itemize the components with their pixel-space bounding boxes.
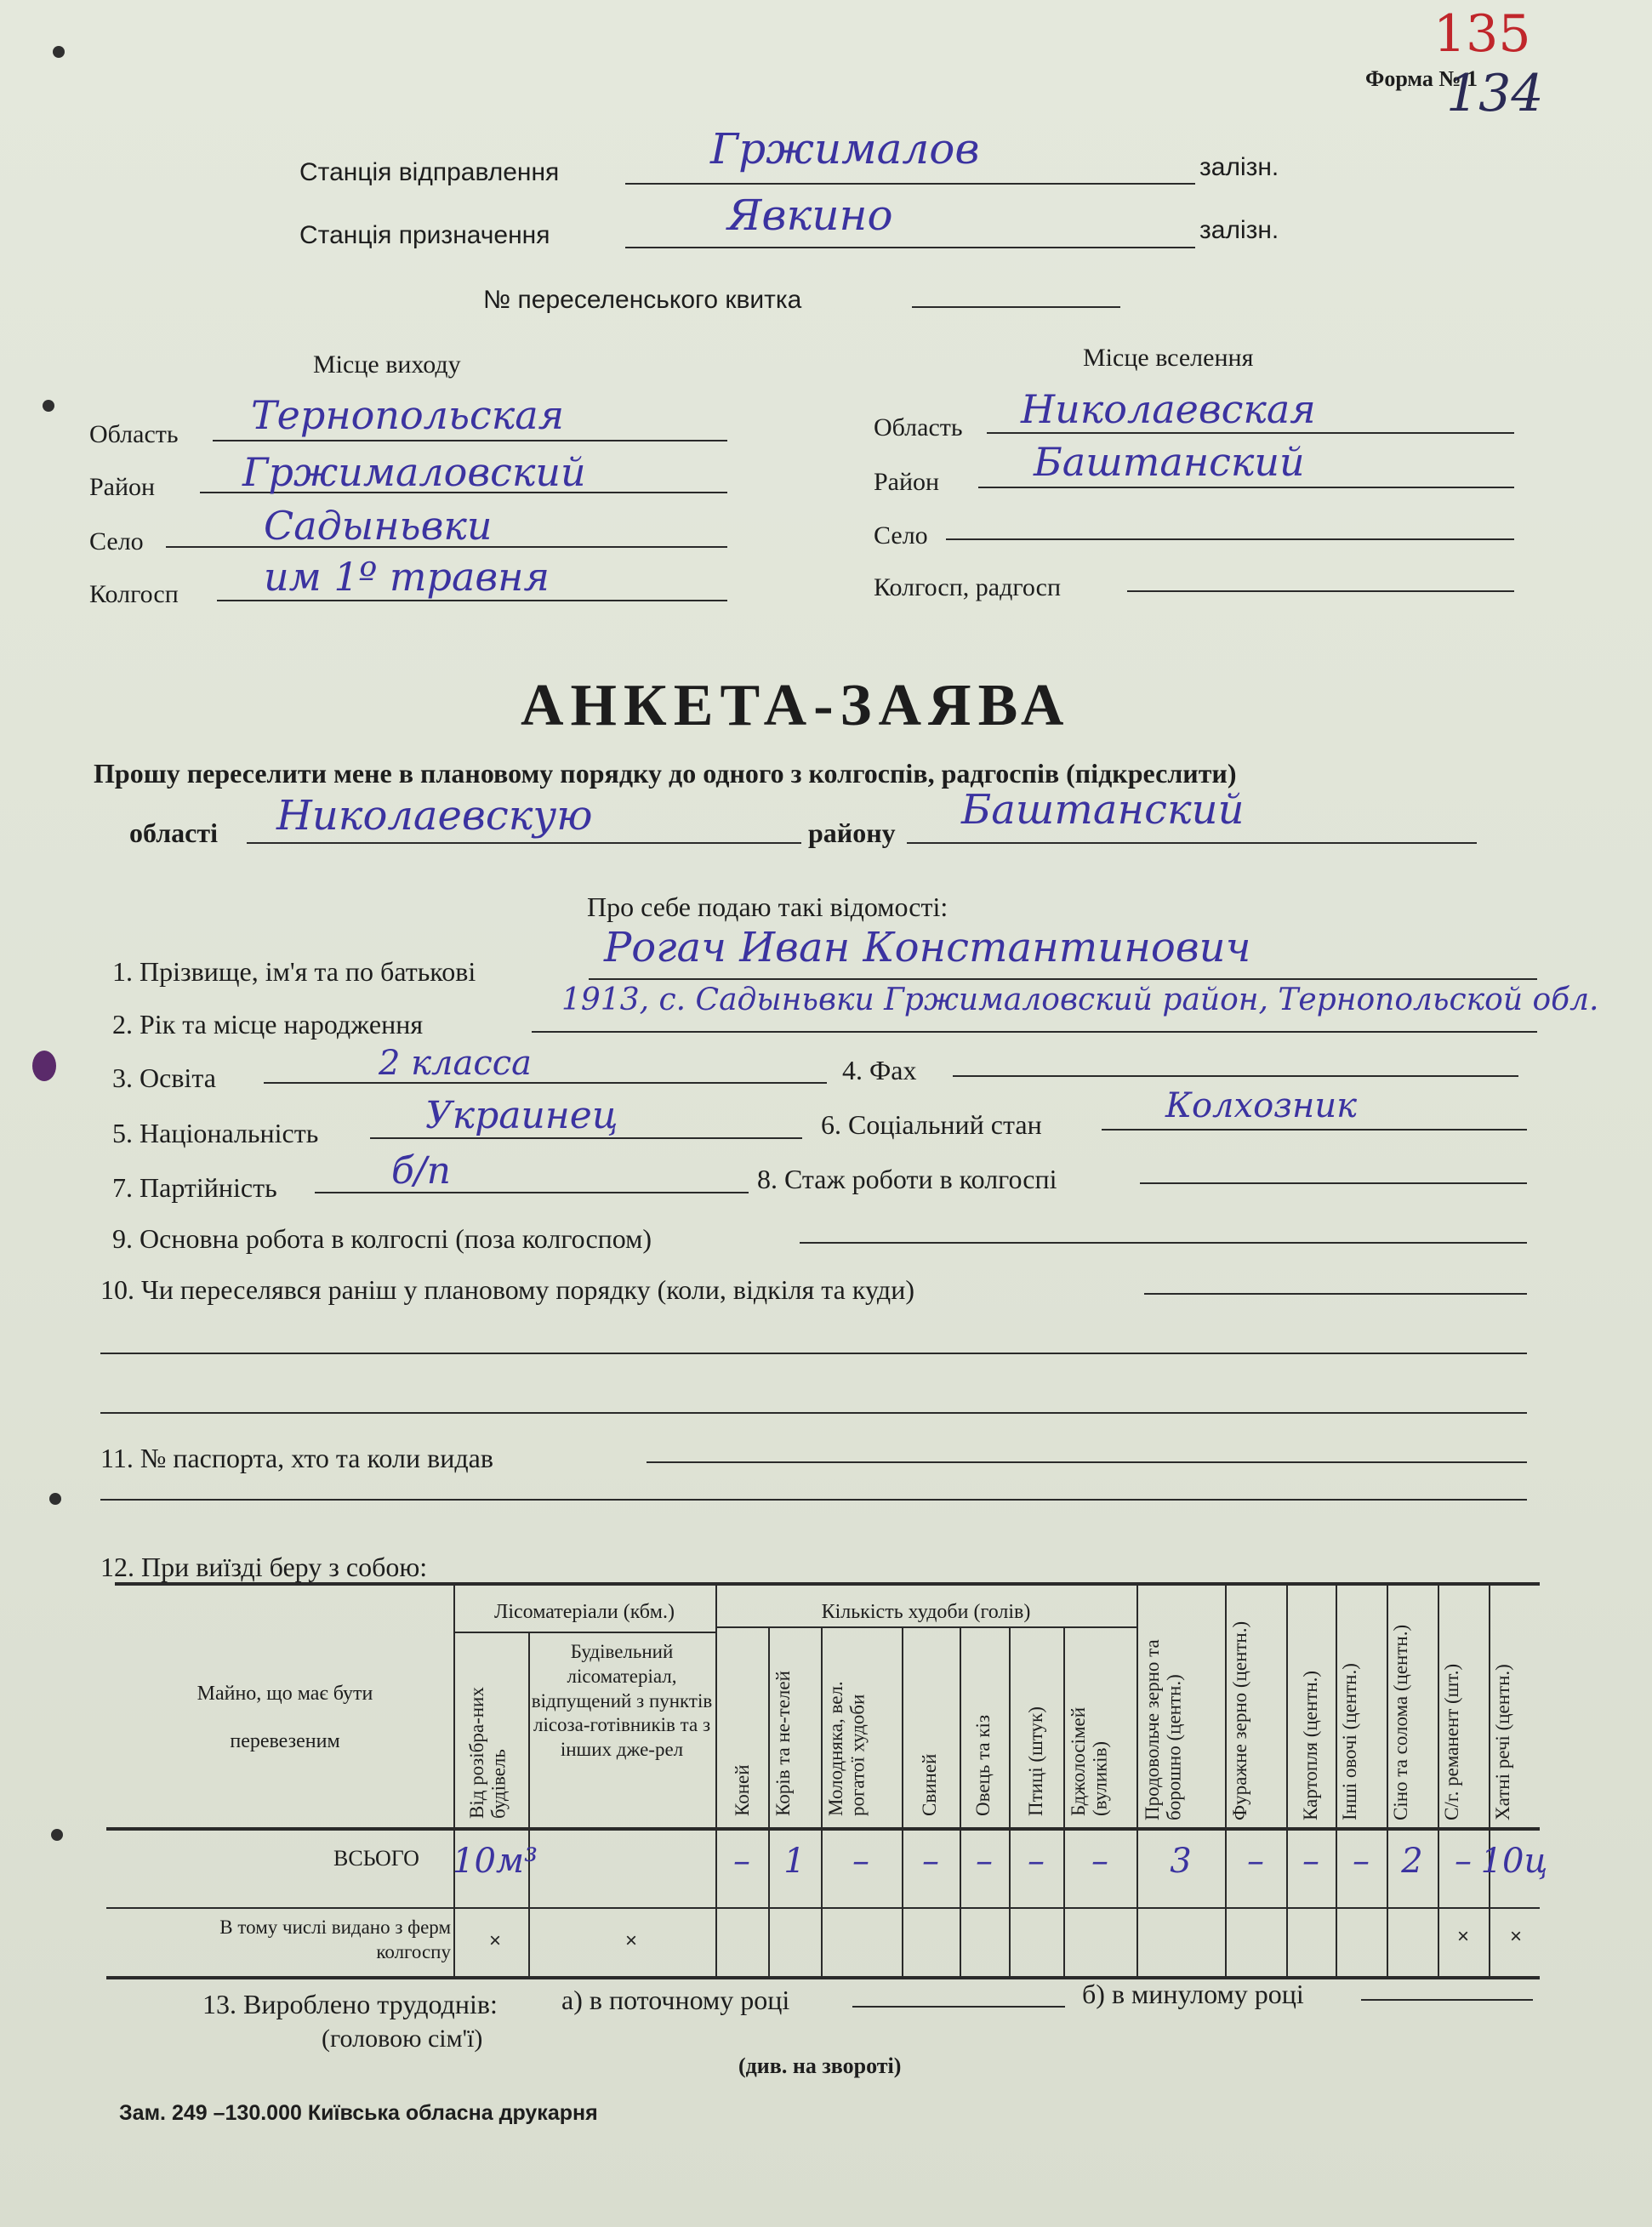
intro-text: Про себе подаю такі відомості: [587, 891, 948, 922]
field-11-label: 11. № паспорта, хто та коли видав [100, 1443, 493, 1473]
settlement-village-label: Село [874, 521, 928, 550]
total-cell[interactable]: 10ц [1480, 1842, 1548, 1881]
request-oblast-value[interactable]: Николаевскую [276, 792, 593, 840]
request-text: Прошу переселити мене в плановому порядку до одного з колгоспів, радгоспів (підкреслити) [94, 758, 1237, 789]
field-1-label: 1. Прізвище, ім'я та по батькові [112, 956, 476, 987]
workdays-previous-line [1361, 1999, 1533, 2001]
total-cell[interactable]: – [922, 1842, 939, 1881]
timber-group-header: Лісоматеріали (кбм.) [494, 1601, 675, 1623]
settlement-region-label: Область [874, 413, 963, 441]
field-11-extra-line [100, 1499, 1527, 1501]
total-cell[interactable]: – [1455, 1842, 1472, 1881]
farm-row-mark: × [625, 1929, 638, 1952]
origin-region-label: Область [89, 420, 179, 448]
origin-region-value[interactable]: Тернопольская [251, 392, 565, 438]
table-header-bottom-border [106, 1827, 1540, 1831]
destination-station-label: Станція призначення [299, 221, 550, 249]
table-column-divider [1387, 1582, 1388, 1976]
total-cell[interactable]: – [976, 1842, 993, 1881]
request-oblast-line [247, 842, 801, 844]
livestock-group-divider [715, 1626, 1136, 1628]
settlement-village-line [946, 538, 1514, 540]
livestock-col-young-cattle: Молодняка, вел. рогатої худоби [825, 1681, 869, 1816]
goods-col-household: Хатні речі (центн.) [1492, 1664, 1513, 1820]
farm-row-mark: × [489, 1929, 502, 1952]
request-rayon-label: району [808, 817, 896, 848]
table-column-divider [1225, 1582, 1227, 1976]
field-6-label: 6. Соціальний стан [821, 1109, 1042, 1140]
goods-col-fodder-grain: Фуражне зерно (центн.) [1229, 1620, 1250, 1820]
settlement-region-value[interactable]: Николаевская [1021, 386, 1316, 432]
request-rayon-line [907, 842, 1477, 844]
field-2-value[interactable]: 1913, с. Садыньвки Гржималовский район, Тернопольской обл. [561, 982, 1599, 1017]
livestock-col-cows: Корів та не-телей [772, 1671, 794, 1816]
settlement-kolkhoz-label: Колгосп, радгосп [874, 573, 1062, 601]
archive-number-previous: 134 [1446, 64, 1544, 123]
origin-kolkhoz-line [217, 600, 727, 601]
departure-station-line [625, 183, 1195, 185]
field-4-label: 4. Фах [842, 1055, 917, 1085]
settlement-district-line [978, 487, 1514, 488]
field-1-line [589, 978, 1537, 980]
farm-row-label: В тому числі видано з ферм колгоспу [219, 1917, 451, 1962]
table-column-divider [768, 1626, 770, 1976]
table-column-divider [1438, 1582, 1439, 1976]
workdays-label: 13. Вироблено трудоднів: [202, 1989, 498, 2019]
field-3-line [264, 1082, 827, 1084]
farm-row-mark: × [1457, 1925, 1470, 1948]
livestock-col-pigs: Свиней [919, 1753, 940, 1816]
field-10-line [1144, 1293, 1527, 1295]
field-5-line [370, 1137, 802, 1139]
origin-district-label: Район [89, 473, 156, 501]
total-cell[interactable]: – [1247, 1842, 1264, 1881]
origin-village-label: Село [89, 527, 144, 555]
field-8-label: 8. Стаж роботи в колгоспі [757, 1164, 1057, 1194]
field-6-value[interactable]: Колхозник [1165, 1086, 1357, 1125]
field-1-value[interactable]: Рогач Иван Константинович [604, 924, 1251, 971]
field-7-line [315, 1192, 749, 1193]
timber-col-procured: Будівельний лісоматеріал, відпущений з пунктів лісоза-готівників та з інших дже-рел [531, 1641, 713, 1760]
field-2-line [532, 1031, 1537, 1033]
punch-hole-mark [53, 46, 65, 58]
settlement-kolkhoz-line [1127, 590, 1514, 592]
form-title: АНКЕТА-ЗАЯВА [521, 673, 1071, 738]
total-cell[interactable]: 1 [783, 1842, 806, 1881]
field-9-label: 9. Основна робота в колгоспі (поза колгоспом) [112, 1223, 652, 1254]
origin-kolkhoz-label: Колгосп [89, 580, 179, 608]
ticket-number-line [912, 306, 1120, 308]
field-5-label: 5. Національність [112, 1118, 319, 1148]
table-column-divider [453, 1582, 455, 1976]
form-number-label: Форма № 1 [1365, 66, 1478, 91]
total-cell[interactable]: 2 [1401, 1842, 1423, 1881]
origin-kolkhoz-value[interactable]: им 1º травня [264, 554, 550, 600]
table-column-divider [715, 1582, 717, 1976]
table-column-divider [1286, 1582, 1288, 1976]
timber-col-dismantled: Від розібра-них будівель [466, 1687, 510, 1819]
field-11-line [647, 1461, 1527, 1463]
field-7-value[interactable]: б/п [391, 1149, 452, 1193]
total-cell[interactable]: – [852, 1842, 869, 1881]
total-row-label: ВСЬОГО [333, 1846, 419, 1871]
punch-hole-mark [51, 1829, 63, 1841]
total-cell[interactable]: – [1091, 1842, 1108, 1881]
table-column-divider [1136, 1582, 1138, 1976]
farm-row-mark: × [1510, 1925, 1523, 1948]
property-header: Майно, що має бути перевезеним [197, 1683, 373, 1752]
destination-suffix: залізн. [1199, 216, 1279, 244]
goods-col-food-grain: Продовольче зерно та борошно (центн.) [1142, 1639, 1185, 1820]
livestock-col-poultry: Птиці (штук) [1025, 1706, 1046, 1816]
field-5-value[interactable]: Украинец [425, 1094, 618, 1137]
livestock-col-horses: Коней [732, 1764, 753, 1816]
goods-col-potatoes: Картопля (центн.) [1300, 1670, 1321, 1820]
departure-station-value[interactable]: Гржималов [710, 124, 980, 174]
table-row-divider [106, 1907, 1540, 1909]
field-4-line [953, 1075, 1518, 1077]
goods-col-farm-tools: С/г. реманент (шт.) [1441, 1663, 1462, 1820]
livestock-col-sheep-goats: Овець та кіз [972, 1714, 994, 1816]
field-12-label: 12. При виїзді беру з собою: [100, 1552, 428, 1582]
settlement-district-value[interactable]: Баштанский [1034, 439, 1305, 485]
total-cell[interactable]: 3 [1170, 1842, 1192, 1881]
field-8-line [1140, 1182, 1527, 1184]
timber-group-divider [453, 1632, 715, 1633]
table-column-divider [1063, 1626, 1065, 1976]
settlement-heading: Місце вселення [1083, 344, 1254, 372]
total-cell[interactable]: – [1302, 1842, 1319, 1881]
table-column-divider [902, 1626, 903, 1976]
origin-village-value[interactable]: Садыньвки [264, 503, 493, 549]
request-oblast-label: області [129, 817, 218, 848]
departure-suffix: залізн. [1199, 153, 1279, 181]
destination-station-value[interactable]: Явкино [727, 191, 893, 240]
destination-station-line [625, 247, 1195, 248]
table-column-divider [821, 1626, 823, 1976]
table-column-divider [960, 1626, 961, 1976]
field-2-label: 2. Рік та місце народження [112, 1009, 424, 1039]
workdays-current-line [852, 2006, 1065, 2008]
settlement-district-label: Район [874, 468, 940, 496]
field-6-line [1102, 1129, 1527, 1131]
workdays-sub-label: (головою сім'ї) [322, 2025, 483, 2053]
origin-heading: Місце виходу [313, 350, 461, 379]
goods-col-hay-straw: Сіно та солома (центн.) [1390, 1624, 1411, 1820]
field-7-label: 7. Партійність [112, 1172, 277, 1203]
punch-hole-mark [43, 400, 54, 412]
total-cell[interactable]: 10м³ [453, 1842, 538, 1881]
field-10-label: 10. Чи переселявся раніш у плановому порядку (коли, відкіля та куди) [100, 1274, 914, 1305]
goods-col-other-vegetables: Інші овочі (центн.) [1339, 1663, 1360, 1820]
see-reverse-note: (див. на звороті) [738, 2053, 902, 2078]
table-column-divider [1336, 1582, 1337, 1976]
ticket-number-label: № переселенського квитка [483, 286, 802, 314]
table-column-divider [1489, 1582, 1490, 1976]
field-10-extra-line [100, 1412, 1527, 1414]
settlement-region-line [987, 432, 1514, 434]
punch-hole-mark [49, 1493, 61, 1505]
livestock-col-beehives: Бджолосімей (вуликів) [1068, 1706, 1111, 1816]
total-cell[interactable]: – [733, 1842, 750, 1881]
field-3-value[interactable]: 2 класса [379, 1044, 533, 1083]
workdays-previous-label: б) в минулому році [1082, 1979, 1304, 2009]
origin-district-value[interactable]: Гржималовский [242, 449, 586, 495]
printer-imprint: Зам. 249 –130.000 Київська обласна друкарня [119, 2101, 598, 2125]
table-column-divider [1009, 1626, 1011, 1976]
livestock-group-header: Кількість худоби (голів) [821, 1601, 1031, 1623]
field-3-label: 3. Освіта [112, 1062, 216, 1093]
total-cell[interactable]: – [1353, 1842, 1370, 1881]
departure-station-label: Станція відправлення [299, 158, 560, 186]
field-9-line [800, 1242, 1527, 1244]
workdays-current-label: а) в поточному році [561, 1985, 790, 2015]
ink-blot-mark [32, 1051, 56, 1081]
field-10-extra-line [100, 1353, 1527, 1354]
request-rayon-value[interactable]: Баштанский [961, 786, 1245, 834]
table-top-border [115, 1582, 1540, 1586]
origin-region-line [213, 440, 727, 441]
archive-number-current: 135 [1433, 4, 1531, 64]
table-bottom-border [106, 1976, 1540, 1979]
total-cell[interactable]: – [1028, 1842, 1045, 1881]
